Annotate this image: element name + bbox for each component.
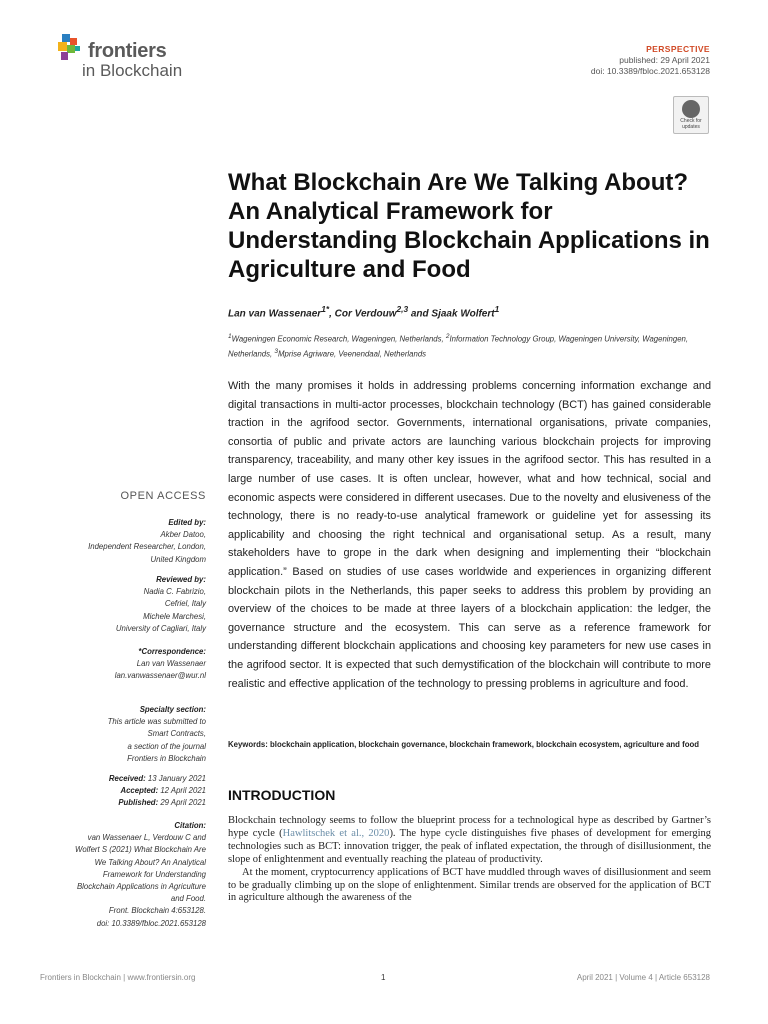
- article-title: What Blockchain Are We Talking About? An Analytical Framework for Understanding Blockchain Applications in Agriculture and Food: [228, 169, 710, 283]
- author-name[interactable]: Lan van Wassenaer: [228, 308, 322, 320]
- badge-label-1: Check for: [680, 118, 702, 124]
- published-line: [40, 797, 206, 809]
- reviewer-name: Nadia C. Fabrizio,: [143, 587, 206, 597]
- reviewed-by-label: Reviewed by:: [156, 575, 206, 584]
- affil-text: Mprise Agriware, Veenendaal, Netherlands: [278, 349, 427, 359]
- specialty-line: This article was submitted to: [107, 717, 206, 727]
- citation-block: [40, 820, 206, 930]
- accepted-label: Accepted:: [120, 786, 159, 796]
- received-date: 13 January 2021: [145, 774, 206, 783]
- affiliations: [228, 331, 708, 360]
- article-doi[interactable]: doi: 10.3389/fbloc.2021.653128: [590, 66, 710, 76]
- accepted-date: 12 April 2021: [158, 786, 206, 796]
- author-separator: and: [408, 308, 432, 320]
- correspondence-email[interactable]: lan.vanwassenaer@wur.nl: [114, 671, 206, 681]
- published-date: published: 29 April 2021: [619, 55, 710, 65]
- journal-logo-subtitle: in Blockchain: [82, 61, 183, 80]
- intro-text: ). The hype cycle distinguishes five phases of development for emerging technologies such as BCT: innovation trigger, the peak of inflated expectation, the through of disillusionment, the slope of enlightenment and eventually reaching the plateau of productivity.: [228, 827, 712, 865]
- frontiers-logo-icon: [58, 34, 84, 64]
- correspondence-name: Lan van Wassenaer: [136, 659, 206, 669]
- affil-number: 1: [228, 333, 232, 340]
- author-affil-sup: 1: [494, 304, 500, 314]
- citation-link[interactable]: Hawlitschek et al., 2020: [282, 827, 390, 839]
- accepted-line: [40, 785, 206, 797]
- dates-block: [40, 773, 206, 810]
- page-number: 1: [381, 973, 386, 982]
- editor-name: Akber Datoo,: [160, 530, 206, 540]
- specialty-line: Frontiers in Blockchain: [127, 753, 206, 763]
- keywords: [228, 739, 711, 751]
- author-separator: ,: [329, 308, 335, 320]
- journal-logo-word: frontiers: [88, 40, 167, 62]
- badge-label-2: updates: [682, 123, 700, 130]
- update-icon: [682, 100, 700, 118]
- edited-by-label: Edited by:: [168, 518, 206, 527]
- received-label: Received:: [108, 774, 146, 783]
- correspondence-block: [40, 646, 206, 683]
- specialty-label: Specialty section:: [139, 705, 206, 714]
- affil-text: Wageningen Economic Research, Wageningen, Netherlands,: [231, 334, 446, 344]
- reviewer-name: Michele Marchesi,: [143, 611, 206, 621]
- editor-affiliation: Independent Researcher, London,: [88, 542, 206, 552]
- citation-label: Citation:: [174, 821, 206, 830]
- citation-line: van Wassenaer L, Verdouw C and: [87, 833, 206, 843]
- author-name[interactable]: Sjaak Wolfert: [431, 308, 495, 320]
- reviewed-by-block: [40, 574, 206, 635]
- author-affil-sup: 2,3: [396, 304, 409, 314]
- specialty-section-block: [40, 704, 206, 765]
- citation-line: We Talking About? An Analytical: [94, 857, 206, 867]
- affil-text: Information Technology Group, Wageningen University, Wageningen, Netherlands,: [228, 334, 689, 359]
- affil-number: 3: [274, 347, 278, 355]
- editor-affiliation: United Kingdom: [150, 554, 206, 564]
- received-line: [40, 773, 206, 785]
- article-meta-header: [591, 44, 710, 77]
- edited-by-block: [40, 517, 206, 566]
- intro-paragraph: At the moment, cryptocurrency applications of BCT have muddled through waves of disillusionment and seem to be gradually climbing up on the slope of enlightenment. Similar trends are observed for the application of BCT in agriculture although the awareness of the: [228, 866, 711, 904]
- citation-line: Wolfert S (2021) What Blockchain Are: [74, 845, 206, 855]
- section-heading: INTRODUCTION: [228, 787, 336, 803]
- citation-line: and Food.: [170, 894, 206, 904]
- footer-issue-info: April 2021 | Volume 4 | Article 653128: [576, 973, 710, 982]
- published-date-side: 29 April 2021: [158, 798, 206, 808]
- intro-paragraph: [228, 815, 711, 867]
- specialty-line: a section of the journal: [127, 741, 206, 751]
- specialty-line: Smart Contracts,: [147, 729, 206, 739]
- open-access-label: OPEN ACCESS: [120, 490, 206, 502]
- author-name[interactable]: Cor Verdouw: [334, 308, 397, 320]
- author-list: [228, 304, 499, 319]
- citation-line: Blockchain Applications in Agriculture: [76, 882, 206, 892]
- footer-journal-link[interactable]: Frontiers in Blockchain | www.frontiersin.org: [40, 973, 196, 982]
- author-affil-sup: 1*: [321, 304, 330, 314]
- reviewer-affiliation: University of Cagliari, Italy: [115, 623, 206, 633]
- published-label: Published:: [118, 798, 159, 808]
- citation-line: Framework for Understanding: [102, 869, 206, 879]
- intro-text: Blockchain technology seems to follow the blueprint process for a technological hype as described by Gartner’s hype cycle (: [228, 815, 711, 839]
- affil-number: 2: [445, 333, 450, 340]
- article-type: PERSPECTIVE: [646, 44, 710, 54]
- citation-line: Front. Blockchain 4:653128.: [108, 906, 206, 916]
- check-for-updates-badge[interactable]: [673, 96, 709, 134]
- correspondence-label: *Correspondence:: [138, 647, 206, 656]
- keywords-label: Keywords:: [228, 740, 268, 749]
- keywords-text: blockchain application, blockchain governance, blockchain framework, blockchain ecosystem, agriculture and food: [267, 740, 699, 749]
- introduction-body: [228, 815, 711, 905]
- reviewer-affiliation: Cefriel, Italy: [164, 599, 206, 609]
- abstract: With the many promises it holds in addressing problems concerning information exchange and digital transactions in multi-actor processes, blockchain technology (BCT) has gained considerable traction in the agrifood sector. Governments, international organisations, private companies, consortia of public and private actors are launching various blockchain projects for improving transparency, traceability, and many other key issues in the agrifood sector. This has resulted in a large number of use cases. It is often unclear, however, what and how technical, social and economic aspects were considered in different usecases. Due to the novelty and elusiveness of the technology, there is no ready-to-use analytical framework or guideline yet for assessing its applicability and choosing the right technical and organisational setup. As a result, many stakeholders have to grope in the dark when designing and implementing their “blockchain application.” Based on studies of use cases worldwide and experiences in organizing different blockchain pilots in the Netherlands, this paper seeks to address this problem by providing an overview of the choices to be made at three layers of a blockchain application: the ledger, the governance structure and the ecosystem. This can serve as a reference framework for understanding different blockchain applications and choosing key parameters for new use cases in the agrifood sector. It is expected that such demystification of the blockchain will contribute to more realistic and effective application of the technology to pressing problems in agriculture and food.: [228, 380, 711, 690]
- citation-doi[interactable]: doi: 10.3389/fbloc.2021.653128: [96, 918, 206, 928]
